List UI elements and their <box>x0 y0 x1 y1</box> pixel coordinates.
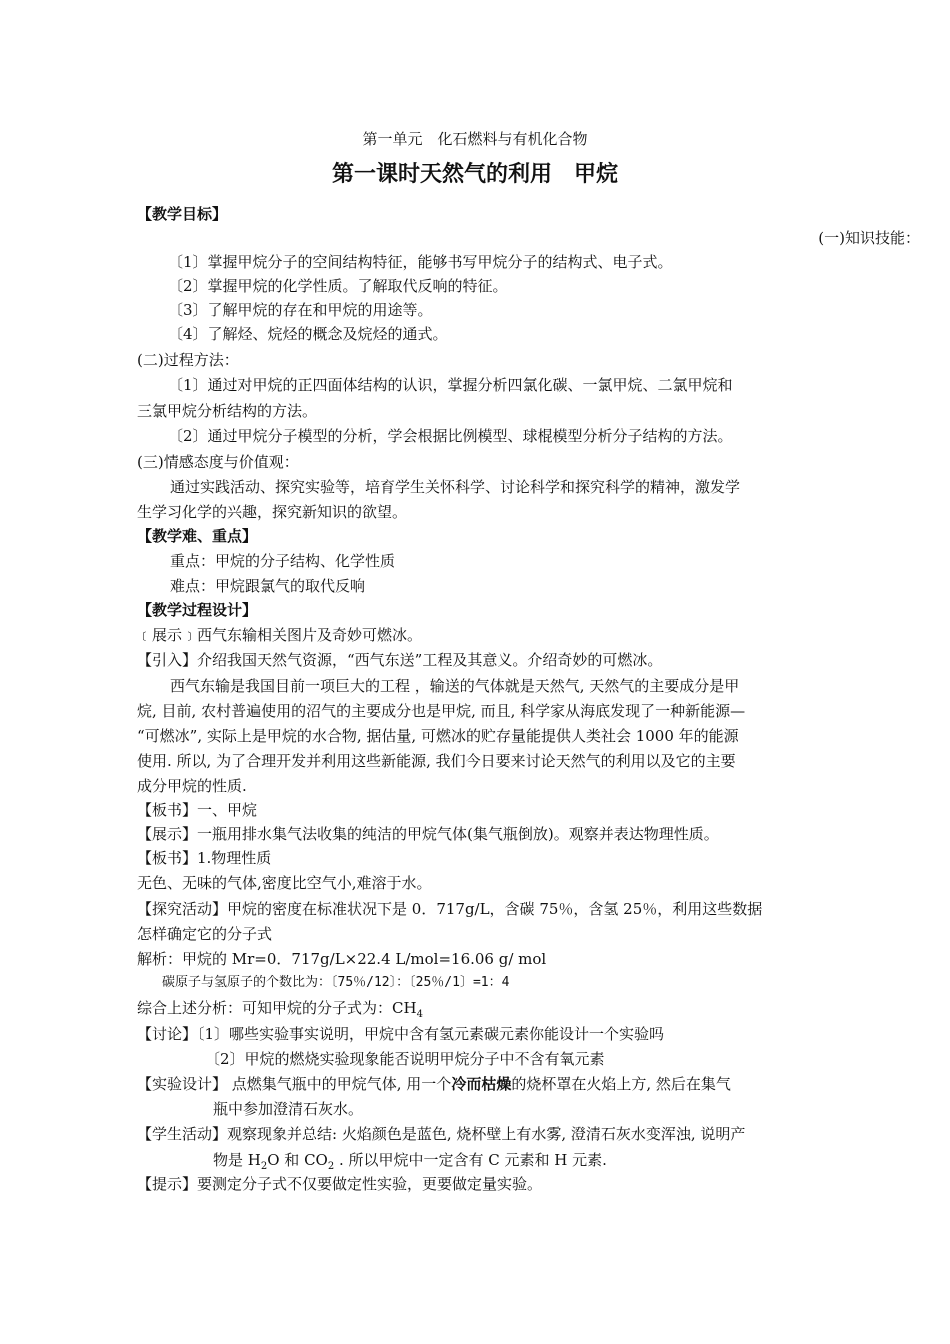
discussion-text-cont: 〔2〕甲烷的燃烧实验现象能否说明甲烷分子中不含有氧元素 <box>205 1050 605 1068</box>
process-method-item-cont: 三氯甲烷分析结构的方法。 <box>137 402 318 420</box>
product-text: O 和 CO <box>267 1151 328 1169</box>
paragraph-line: “可燃冰”, 实际上是甲烷的水合物, 据估量, 可燃冰的贮存量能提供人类社会 1000 年的能源 <box>137 727 739 745</box>
experiment-text-cont: 瓶中参加澄清石灰水。 <box>213 1100 364 1118</box>
process-method-item: 〔1〕通过对甲烷的正四面体结构的认识，掌握分析四氯化碳、一氯甲烷、二氯甲烷和 <box>168 376 733 394</box>
discussion-text: 【讨论】〔1〕哪些实验事实说明，甲烷中含有氢元素碳元素你能设计一个实验吗 <box>137 1025 665 1043</box>
key-point: 重点：甲烷的分子结构、化学性质 <box>170 552 396 570</box>
process-method-item: 〔2〕通过甲烷分子模型的分析，学会根据比例模型、球棍模型分析分子结构的方法。 <box>168 427 733 445</box>
board-text: 【板书】1.物理性质 <box>137 849 272 867</box>
knowledge-item: 〔2〕掌握甲烷的化学性质。了解取代反响的特征。 <box>168 277 508 295</box>
knowledge-item: 〔3〕了解甲烷的存在和甲烷的用途等。 <box>168 301 433 319</box>
experiment-emphasis: 冷而枯燥 <box>451 1075 512 1093</box>
subscript: 2 <box>260 1161 268 1172</box>
board-text: 【板书】一、甲烷 <box>137 801 258 819</box>
process-method-heading: (二)过程方法： <box>137 351 239 369</box>
show-text: 【展示】一瓶用排水集气法收集的纯洁的甲烷气体(集气瓶倒放)。观察并表达物理性质。 <box>137 825 719 843</box>
attitude-heading: (三)情感态度与价值观： <box>137 453 299 471</box>
subscript: 4 <box>416 1009 423 1020</box>
conclusion-text <box>137 997 817 1026</box>
paragraph-line: 烷, 目前, 农村普遍使用的沼气的主要成分也是甲烷, 而且, 科学家从海底发现了一种新能源— <box>137 702 746 720</box>
key-points-heading: 【教学难、重点】 <box>137 527 258 545</box>
knowledge-heading: (一)知识技能： <box>818 229 920 247</box>
ratio-text: 碳原子与氢原子的个数比为：〔75％/12〕：〔25％/1〕=1：4 <box>162 975 510 990</box>
explore-text: 【探究活动】甲烷的密度在标准状况下是 0．717g/L，含碳 75％，含氢 25％，利用这些数据 <box>137 900 763 918</box>
attitude-text-cont: 生学习化学的兴趣，探究新知识的欲望。 <box>137 503 408 521</box>
conclusion-label: 综合上述分析：可知甲烷的分子式为：CH <box>137 999 417 1017</box>
intro-text: 【引入】介绍我国天然气资源，“西气东送”工程及其意义。介绍奇妙的可燃冰。 <box>137 651 663 669</box>
paragraph-line: 成分甲烷的性质. <box>137 777 247 795</box>
analysis-text: 解析：甲烷的 Mr=0．717g/L×22.4 L/mol=16.06 g/ mol <box>137 950 547 968</box>
hint-text: 【提示】要测定分子式不仅要做定性实验，更要做定量实验。 <box>137 1175 543 1193</box>
paragraph-line: 西气东输是我国目前一项巨大的工程 ，输送的气体就是天然气, 天然气的主要成分是甲 <box>170 677 740 695</box>
subscript: 2 <box>327 1161 335 1172</box>
student-activity-text: 【学生活动】观察现象并总结: 火焰颜色是蓝色, 烧杯壁上有水雾, 澄清石灰水变浑浊, 说明产 <box>137 1125 746 1143</box>
knowledge-item: 〔1〕掌握甲烷分子的空间结构特征，能够书写甲烷分子的结构式、电子式。 <box>168 253 673 271</box>
product-text: 物是 H <box>213 1151 261 1169</box>
objectives-heading: 【教学目标】 <box>137 205 228 223</box>
experiment-text <box>137 1073 817 1095</box>
experiment-prefix: 【实验设计】 点燃集气瓶中的甲烷气体, 用一个 <box>137 1075 452 1093</box>
paragraph-line: 使用. 所以, 为了合理开发并利用这些新能源, 我们今日要来讨论天然气的利用以及它的主要 <box>137 752 736 770</box>
physical-properties: 无色、无味的气体,密度比空气小,难溶于水。 <box>137 874 432 892</box>
show-text: ﹝展示﹞西气东输相关图片及奇妙可燃冰。 <box>137 626 423 644</box>
product-text: . 所以甲烷中一定含有 C 元素和 H 元素. <box>334 1151 607 1169</box>
explore-text-cont: 怎样确定它的分子式 <box>137 925 273 943</box>
unit-heading: 第一单元 化石燃料与有机化合物 <box>362 130 588 148</box>
knowledge-item: 〔4〕了解烃、烷烃的概念及烷烃的通式。 <box>168 325 448 343</box>
page-title: 第一课时天然气的利用 甲烷 <box>331 162 618 187</box>
difficult-point: 难点：甲烷跟氯气的取代反响 <box>170 577 366 595</box>
experiment-suffix: 的烧杯罩在火焰上方, 然后在集气 <box>511 1075 731 1093</box>
attitude-text: 通过实践活动、探究实验等，培育学生关怀科学、讨论科学和探究科学的精神，激发学 <box>170 478 741 496</box>
process-design-heading: 【教学过程设计】 <box>137 601 258 619</box>
